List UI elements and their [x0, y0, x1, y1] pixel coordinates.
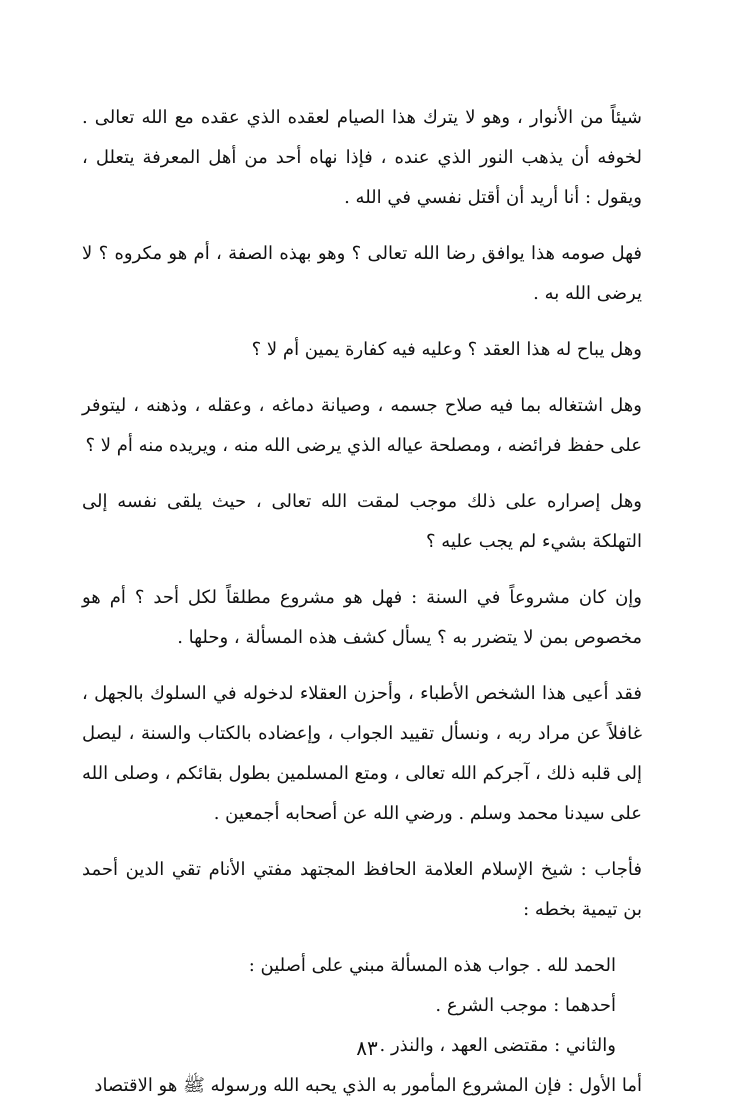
paragraph-2: فهل صومه هذا يوافق رضا الله تعالى ؟ وهو بهذه الصفة ، أم هو مكروه ؟ لا يرضى الله به . [82, 243, 642, 304]
paragraph-1: شيئاً من الأنوار ، وهو لا يترك هذا الصيام لعقده الذي عقده مع الله تعالى . لخوفه أن يذهب النور الذي عنده ، فإذا نهاه أحد من أهل المعرفة يتعلل ، ويقول : أنا أريد أن أقتل نفسي في الله . [82, 107, 642, 208]
paragraph-first-principle: أما الأول : فإن المشروع المأمور به الذي يحبه الله ورسوله ﷺ هو الاقتصاد [94, 1075, 642, 1096]
paragraph-4: وهل اشتغاله بما فيه صلاح جسمه ، وصيانة دماغه ، وعقله ، وذهنه ، ليتوفر على حفظ فرائضه ، ومصلحة عياله الذي يرضى الله منه ، ويريده منه أم لا ؟ [82, 395, 642, 456]
paragraph-6: وإن كان مشروعاً في السنة : فهل هو مشروع مطلقاً لكل أحد ؟ أم هو مخصوص بمن لا يتضرر به ؟ يسأل كشف هذه المسألة ، وحلها . [82, 587, 642, 648]
paragraph-7: فقد أعيى هذا الشخص الأطباء ، وأحزن العقلاء لدخوله في السلوك بالجهل ، غافلاً عن مراد ربه ، ونسأل تقييد الجواب ، وإعضاده بالكتاب والسنة ، ليصل إلى قلبه ذلك ، آجركم الله تعالى ، ومتع المسلمين بطول بقائكم ، وصلى الله على سيدنا محمد وسلم . ورضي الله عن أصحابه أجمعين . [82, 683, 642, 824]
principle-two: والثاني : مقتضى العهد ، والنذر . [379, 1035, 616, 1056]
paragraph-3: وهل يباح له هذا العقد ؟ وعليه فيه كفارة يمين أم لا ؟ [251, 339, 642, 360]
page-number: ٨٣ [356, 1036, 378, 1060]
paragraph-5: وهل إصراره على ذلك موجب لمقت الله تعالى ، حيث يلقى نفسه إلى التهلكة بشيء لم يجب عليه ؟ [82, 491, 642, 552]
answer-intro: الحمد لله . جواب هذه المسألة مبني على أصلين : [248, 955, 616, 976]
page-body [82, 98, 642, 1106]
answer-heading-paragraph: فأجاب : شيخ الإسلام العلامة الحافظ المجتهد مفتي الأنام تقي الدين أحمد بن تيمية بخطه : [82, 859, 642, 920]
principle-one: أحدهما : موجب الشرع . [435, 995, 616, 1016]
